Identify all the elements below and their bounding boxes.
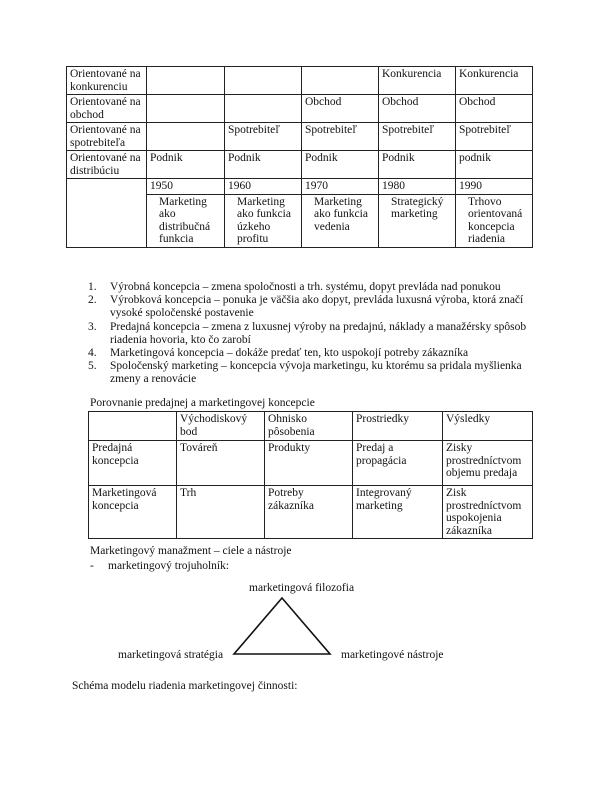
evolution-row	[67, 123, 533, 151]
evolution-cell: Podnik	[379, 151, 456, 179]
evolution-cell: Spotrebiteľ	[302, 123, 379, 151]
comparison-cell: Potreby zákazníka	[265, 486, 353, 539]
concepts-list	[88, 281, 548, 387]
list-text: Výrobková koncepcia – ponuka je väčšia ako dopyt, prevláda luxusná výroba, ktorá značí vysoké spoločenské postavenie	[110, 294, 524, 320]
list-item	[88, 321, 548, 347]
list-number: 1.	[88, 281, 97, 293]
list-item	[88, 294, 548, 320]
evolution-cell: Podnik	[147, 151, 225, 179]
row-label: Orientované na obchod	[67, 95, 147, 123]
triangle-left-label: marketingová stratégia	[118, 649, 224, 661]
year-cell: 1970	[302, 179, 379, 195]
comparison-cell: Továreň	[177, 441, 265, 486]
triangle-top-label: marketingová filozofia	[249, 582, 355, 594]
years-row	[67, 179, 533, 195]
evolution-cell: Konkurencia	[379, 67, 456, 95]
comparison-header-row	[89, 412, 533, 441]
comparison-cell: Predaj a propagácia	[353, 441, 443, 486]
bullet-marker: -	[90, 560, 94, 572]
comparison-cell: Integrovaný marketing	[353, 486, 443, 539]
evolution-cell: Podnik	[225, 151, 302, 179]
evolution-cell: Podnik	[302, 151, 379, 179]
evolution-cell: Spotrebiteľ	[225, 123, 302, 151]
evolution-cell: Obchod	[379, 95, 456, 123]
concepts-row	[67, 194, 533, 247]
empty-cell	[67, 179, 147, 195]
concept-cell: Marketing ako funkcia úzkeho profitu	[225, 194, 302, 247]
evolution-cell	[147, 95, 225, 123]
evolution-cell	[302, 67, 379, 95]
evolution-cell	[225, 67, 302, 95]
evolution-cell	[147, 67, 225, 95]
evolution-cell: Konkurencia	[456, 67, 533, 95]
comparison-header: Východiskový bod	[177, 412, 265, 441]
list-number: 5.	[88, 360, 97, 373]
comparison-cell: Zisk prostredníctvom uspokojenia zákazníka	[443, 486, 533, 539]
comparison-caption: Porovnanie predajnej a marketingovej koncepcie	[90, 397, 315, 409]
list-number: 3.	[88, 320, 97, 333]
concept-cell: Trhovo orientovaná koncepcia riadenia	[456, 194, 533, 247]
evolution-row	[67, 67, 533, 95]
comparison-cell: Produkty	[265, 441, 353, 486]
comparison-cell: Marketingová koncepcia	[89, 486, 177, 539]
comparison-header	[89, 412, 177, 441]
year-cell: 1990	[456, 179, 533, 195]
comparison-header: Výsledky	[443, 412, 533, 441]
year-cell: 1980	[379, 179, 456, 195]
list-text: Výrobná koncepcia – zmena spoločnosti a trh. systému, dopyt prevláda nad ponukou	[110, 281, 501, 293]
schema-heading: Schéma modelu riadenia marketingovej činnosti:	[72, 680, 298, 692]
comparison-cell: Predajná koncepcia	[89, 441, 177, 486]
list-item	[88, 281, 548, 294]
comparison-row	[89, 441, 533, 486]
evolution-table	[66, 66, 533, 248]
year-cell: 1960	[225, 179, 302, 195]
list-text: Spoločenský marketing – koncepcia vývoja marketingu, ku ktorému sa pridala myšlienka zmeny a renovácie	[110, 360, 522, 386]
list-number: 4.	[88, 347, 97, 360]
evolution-cell	[225, 95, 302, 123]
evolution-cell: Obchod	[302, 95, 379, 123]
evolution-cell: Spotrebiteľ	[379, 123, 456, 151]
list-item	[88, 360, 548, 386]
list-item	[88, 347, 548, 360]
evolution-row	[67, 95, 533, 123]
concept-cell: Marketing ako funkcia vedenia	[302, 194, 379, 247]
row-label: Orientované na spotrebiteľa	[67, 123, 147, 151]
concept-cell: Marketing ako distribučná funkcia	[147, 194, 225, 247]
comparison-table	[88, 411, 533, 539]
evolution-row	[67, 151, 533, 179]
comparison-cell: Trh	[177, 486, 265, 539]
comparison-cell: Zisky prostredníctvom objemu predaja	[443, 441, 533, 486]
list-number: 2.	[88, 294, 97, 307]
evolution-cell: podnik	[456, 151, 533, 179]
list-text: Marketingová koncepcia – dokáže predať ten, kto uspokojí potreby zákazníka	[110, 347, 469, 360]
concept-cell: Strategický marketing	[379, 194, 456, 247]
evolution-cell	[147, 123, 225, 151]
comparison-row	[89, 486, 533, 539]
triangle-right-label: marketingové nástroje	[341, 649, 444, 661]
year-cell: 1950	[147, 179, 225, 195]
comparison-header: Prostriedky	[353, 412, 443, 441]
evolution-cell: Obchod	[456, 95, 533, 123]
row-label: Orientované na distribúciu	[67, 151, 147, 179]
section-heading: Marketingový manažment – ciele a nástroje	[90, 545, 292, 557]
comparison-header: Ohnisko pôsobenia	[265, 412, 353, 441]
evolution-cell: Spotrebiteľ	[456, 123, 533, 151]
triangle-shape	[234, 598, 330, 654]
row-label: Orientované na konkurenciu	[67, 67, 147, 95]
bullet-text: marketingový trojuholník:	[108, 560, 230, 572]
marketing-triangle	[232, 596, 332, 658]
list-text: Predajná koncepcia – zmena z luxusnej výroby na predajnú, náklady a manažérsky spôsob riadenia hovoria, kto čo zarobí	[110, 320, 527, 346]
empty-cell	[67, 194, 147, 247]
